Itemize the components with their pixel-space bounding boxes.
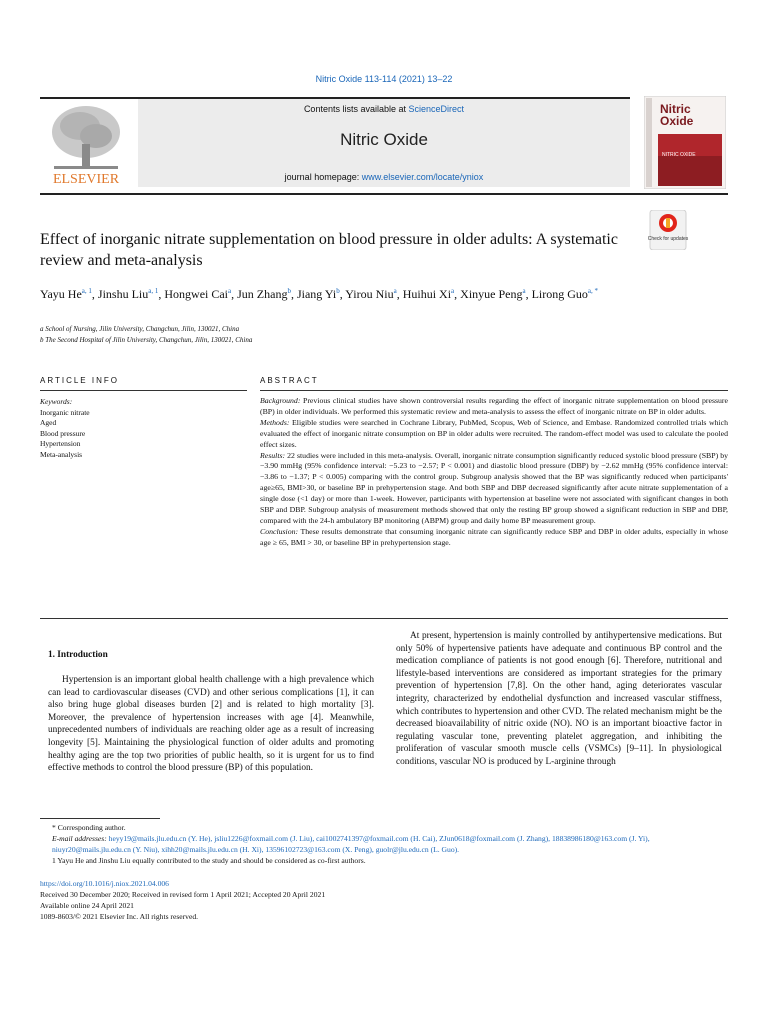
affiliation-b: b The Second Hospital of Jilin University, Changchun, Jilin, 130021, China	[40, 336, 253, 344]
online-date: Available online 24 April 2021	[40, 901, 134, 910]
introduction-left-paragraph: Hypertension is an important global health challenge with a high prevalence which can lead to cardiovascular diseases (CVD) and other serious complications [1], it can also bring huge global diseases burden [2] and is related to high mortality [3]. Moreover, the prevalence of hypertension increases with age [4]. Meanwhile, unprecedented numbers of individuals are reaching older age as a result of increasing longevity [5]. Maintaining the physiological function of older adults and promoting healthy aging are the top two priorities of public health, so it is urgent for us to find effective methods to control the blood pressure (BP) of this population.	[48, 675, 374, 774]
introduction-right-paragraph: At present, hypertension is mainly controlled by antihypertensive medications. But only 50% of hypertensive patients have adequate and continuous BP control and the medication compliance of patients is not good enough [6]. Therefore, nutritional and lifestyle-based interventions are considered as important strategies for the primary prevention of hypertension [7,8]. On the other hand, aging deteriorates vascular integrity, characterized by endothelial dysfunction and increased vascular stiffness, which contributes to hypertension and other CVD. The related mechanism might be the decreased bioavailability of nitric oxide (NO). NO is an important bioactive factor in regulating vascular tone, preventing platelet aggregation, and inhibiting the proliferation of vascular smooth muscle cells (VSMCs) [9–11]. In physiological conditions, vascular NO is produced by L-arginine through	[396, 631, 722, 767]
abstract-rule-bottom	[40, 618, 728, 619]
contents-prefix: Contents lists available at	[303, 104, 406, 114]
footnote-rule	[40, 818, 160, 819]
keyword-item: Blood pressure	[40, 428, 86, 438]
author-name: Yayu He	[40, 287, 82, 301]
elsevier-tree-icon	[40, 96, 132, 188]
abstract-heading: ABSTRACT	[260, 376, 319, 385]
cover-image-icon	[644, 96, 726, 189]
author-item[interactable]	[460, 287, 525, 301]
keyword-item: Aged	[40, 418, 57, 427]
abstract-conclusion	[260, 527, 728, 549]
keyword-item: Inorganic nitrate	[40, 407, 90, 417]
copyright: 1089-8603/© 2021 Elsevier Inc. All rights reserved.	[40, 912, 199, 921]
journal-homepage-line	[138, 172, 630, 182]
author-name: Lirong Guo	[531, 287, 588, 301]
affiliations	[40, 324, 640, 346]
author-list: Yayu He$^{a, 1}$, Jinshu Liu$^{a, 1}$, Hongwei Cai$^a$, Jun Zhang$^b$, Jiang Yi$^b$, Yirou Niu$^a$, Huihui Xi$^a$, Xinyue Peng$^a$, Lirong Guo$^{a, *}$	[40, 287, 599, 301]
publication-info	[40, 878, 440, 922]
homepage-prefix: journal homepage:	[284, 172, 360, 182]
abstract-background	[260, 396, 728, 418]
author-affiliation-marker[interactable]: a, 1	[81, 287, 92, 295]
author-affiliation-marker[interactable]: b	[336, 287, 340, 295]
methods-text: Eligible studies were searched in Cochrane Library, PubMed, Scopus, Web of Science, and Embase. Randomized controlled trials which evaluated the effect of inorganic nitrate consumption on BP in older adults were recruited. The random-effect model was used to calculate the pooled effect sizes.	[260, 417, 728, 449]
corresponding-author-note: * Corresponding author.	[52, 823, 126, 832]
author-affiliation-marker[interactable]: a	[451, 287, 455, 295]
check-for-updates-badge[interactable]	[646, 210, 690, 250]
author-name: Yirou Niu	[345, 287, 394, 301]
keyword-item: Meta-analysis	[40, 449, 83, 459]
conclusion-text: These results demonstrate that consuming inorganic nitrate can significantly reduce SBP and DBP in older adults, especially in whose age ≥ 65, BMI > 30, or baseline BP in prehypertension stage.	[260, 526, 728, 547]
author-affiliation-marker[interactable]: a, *	[587, 287, 599, 295]
affiliation-a: a School of Nursing, Jilin University, Changchun, Jilin, 130021, China	[40, 325, 240, 333]
header-rule-bottom	[40, 193, 728, 195]
journal-cover[interactable]	[644, 96, 726, 189]
author-item[interactable]	[345, 287, 396, 301]
elsevier-wordmark: ELSEVIER	[52, 172, 120, 187]
author-name: Jiang Yi	[296, 287, 337, 301]
author-affiliation-marker[interactable]: a	[393, 287, 397, 295]
background-label: Background:	[260, 396, 301, 405]
crossmark-label: Check for updates	[647, 236, 689, 242]
results-label: Results:	[260, 450, 286, 460]
background-text: Previous clinical studies have shown controversial results regarding the effect of inorganic nitrate supplementation on blood pressure (BP) in older individuals. We performed this systematic review and meta-analysis to assess the effect of inorganic nitrate on BP in older adults.	[260, 396, 728, 416]
crossmark-icon	[646, 210, 690, 250]
author-item[interactable]	[98, 287, 158, 301]
author-name: Jun Zhang	[237, 287, 288, 301]
journal-title: Nitric Oxide	[340, 130, 428, 149]
received-dates: Received 30 December 2020; Received in revised form 1 April 2021; Accepted 20 April 2021	[40, 890, 326, 899]
journal-citation[interactable]: Nitric Oxide 113-114 (2021) 13–22	[315, 74, 453, 84]
abstract-body	[260, 396, 728, 549]
article-info-heading: ARTICLE INFO	[40, 376, 119, 385]
doi-link[interactable]: https://doi.org/10.1016/j.niox.2021.04.006	[40, 879, 169, 888]
author-item[interactable]	[532, 287, 598, 301]
equal-contribution-note: 1 Yayu He and Jinshu Liu equally contributed to the study and should be considered as co-first authors.	[52, 856, 366, 865]
results-text: 22 studies were included in this meta-analysis. Overall, inorganic nitrate consumption significantly reduced systolic blood pressure (SBP) by −3.90 mmHg (95% confidence interval: −5.23 to −2.57; P < 0.001) and diastolic blood pressure (DBP) by −2.62 mmHg (95% confidence interval: −3.86 to −1.37; P < 0.005) comparing with the control group. Subgroup analysis showed that the BP was significantly reduced when participants' age≥65, BMI>30, or baseline BP in prehypertension stage. And both SBP and DBP decreased significantly after acute nitrate supplementation of a single dose (<1 day) or more than 1-week. However, participants with hypertension at baseline were not associated with significant changes in both SBP and DBP. Subgroup analysis of measurement methods showed that only the resting BP group showed a significant reduction in SBP and DBP, compared with the 24-h ambulatory BP monitoring (ABPM) group and daily home BP measurement group.	[260, 450, 728, 525]
author-item[interactable]	[40, 287, 92, 301]
author-name: Xinyue Peng	[460, 287, 523, 301]
author-affiliation-marker[interactable]: a	[228, 287, 232, 295]
article-title: Effect of inorganic nitrate supplementation on blood pressure in older adults: A systematic review and meta-analysis	[40, 231, 618, 269]
elsevier-logo	[40, 96, 132, 188]
keyword-item: Hypertension	[40, 439, 81, 448]
cover-caption: NITRIC OXIDE	[662, 152, 696, 158]
methods-label: Methods:	[260, 417, 290, 427]
author-name: Hongwei Cai	[164, 287, 229, 301]
author-item[interactable]	[164, 287, 231, 301]
author-name: Jinshu Liu	[97, 287, 149, 301]
contents-line	[138, 104, 630, 114]
author-item[interactable]	[237, 287, 291, 301]
cover-title-line1: Nitric	[660, 102, 691, 116]
conclusion-label: Conclusion:	[260, 526, 299, 536]
author-item[interactable]	[403, 287, 454, 301]
author-name: Huihui Xi	[402, 287, 452, 301]
author-item[interactable]	[297, 287, 340, 301]
abstract-rule	[260, 390, 728, 391]
keywords-label: Keywords:	[40, 397, 73, 406]
author-affiliation-marker[interactable]: a	[522, 287, 526, 295]
homepage-link[interactable]: www.elsevier.com/locate/yniox	[361, 172, 484, 182]
author-affiliation-marker[interactable]: a, 1	[148, 287, 159, 295]
introduction-heading: 1. Introduction	[48, 650, 108, 660]
article-info-rule	[40, 390, 247, 391]
email-list[interactable]: heyy19@mails.jlu.edu.cn (Y. He), jsliu1226@foxmail.com (J. Liu), cai1002741397@foxmail.com (H. Cai), ZJun0618@foxmail.com (J. Zhang), 18838986180@163.com (J. Yi), niuyr20@mails.jlu.edu.cn (Y. Niu), xihh20@mails.jlu.edu.cn (H. Xi), 13596102723@163.com (X. Peng), guolr@jlu.edu.cn (L. Guo).	[52, 834, 650, 854]
sciencedirect-link[interactable]: ScienceDirect	[408, 104, 465, 114]
email-addresses	[52, 833, 728, 855]
email-label: E-mail addresses:	[52, 834, 107, 843]
abstract-results	[260, 451, 728, 527]
author-affiliation-marker[interactable]: b	[287, 287, 291, 295]
footnotes	[52, 822, 728, 866]
keywords-block	[40, 397, 240, 460]
cover-title-line2: Oxide	[660, 114, 694, 128]
abstract-methods	[260, 418, 728, 451]
